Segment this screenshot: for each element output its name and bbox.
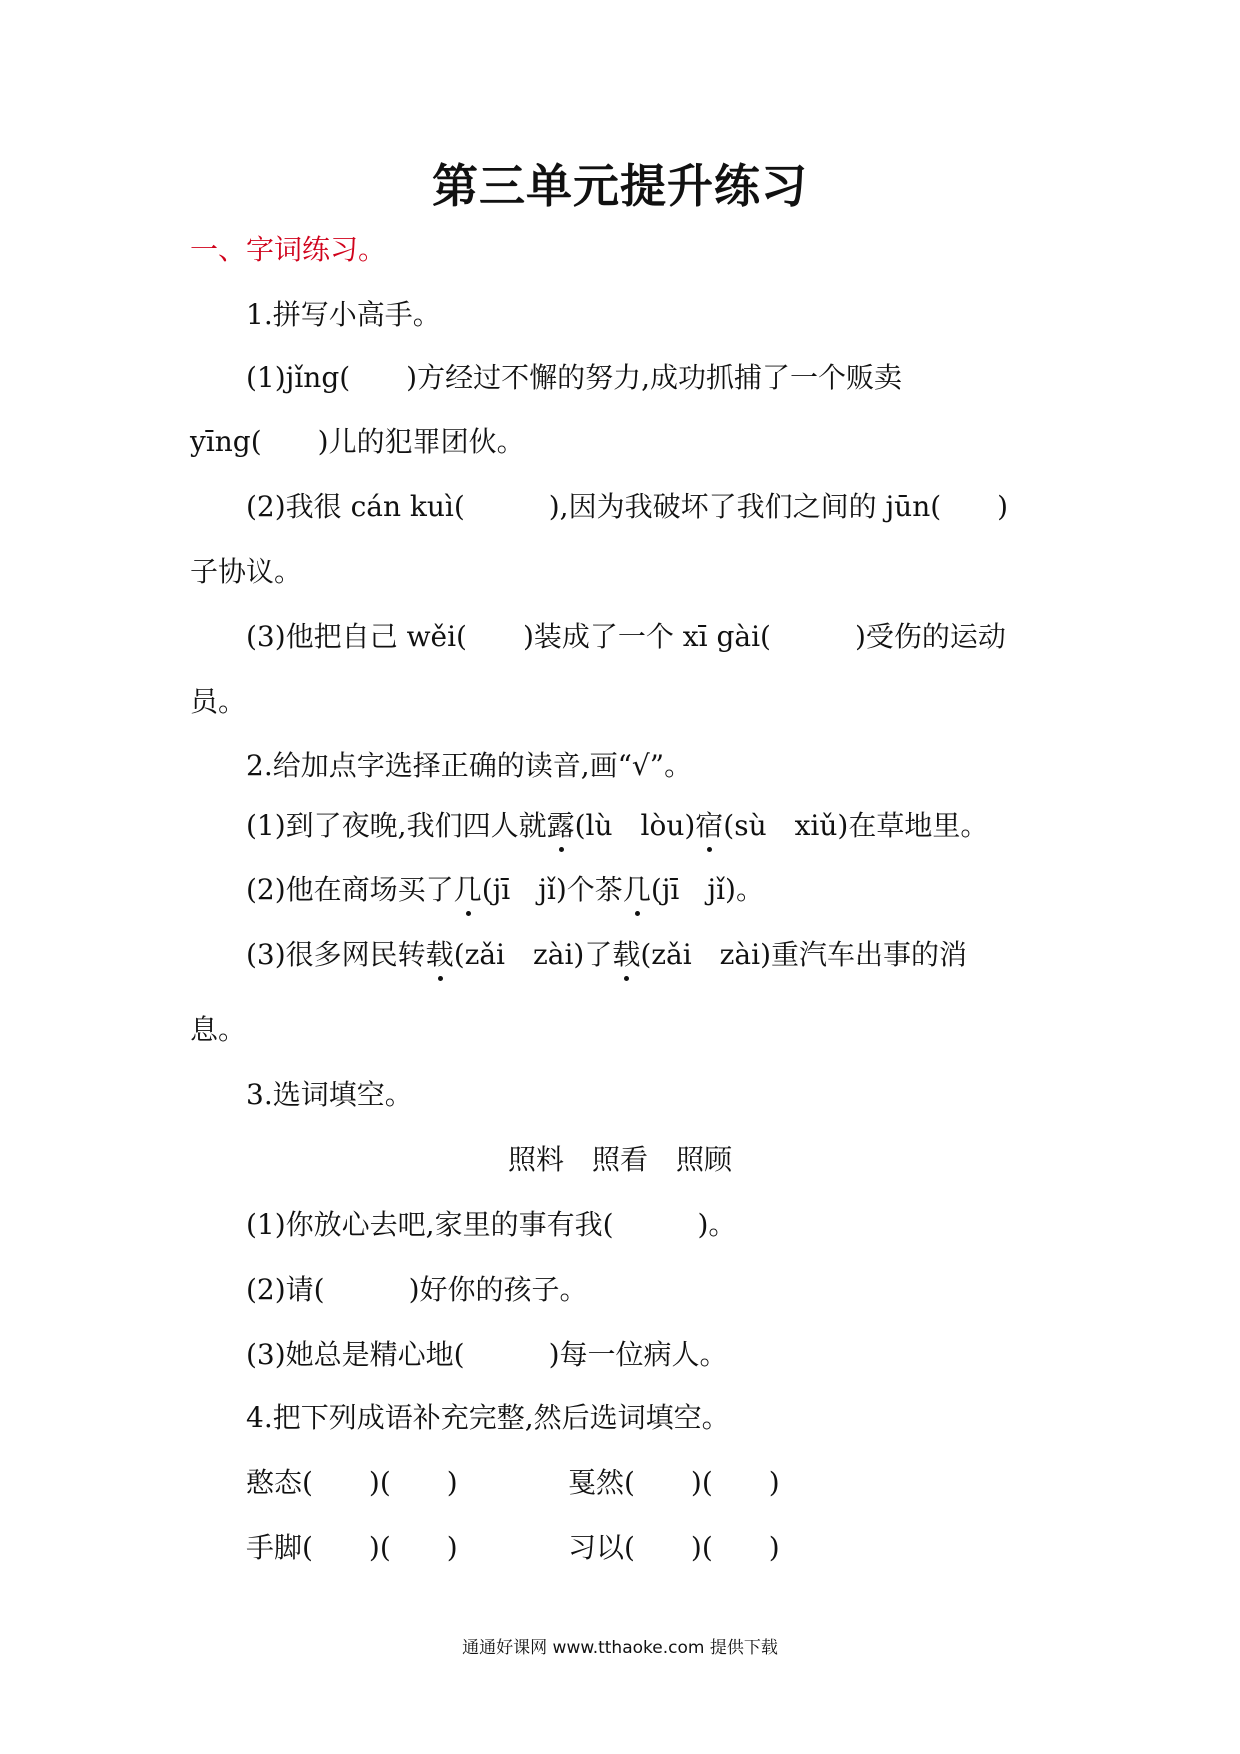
q1-item3-line1: (3)他把自己 wěi( )装成了一个 xī gài( )受伤的运动 <box>246 620 1006 653</box>
q2-item1-dotted-char-1: 露 <box>547 806 575 846</box>
q1-item1-line2: yīng( )儿的犯罪团伙。 <box>190 425 525 458</box>
q2-item3 <box>246 935 967 975</box>
q1-item1-line1: (1)jǐng( )方经过不懈的努力,成功抓捕了一个贩卖 <box>246 361 903 394</box>
q4-idiom-1[interactable]: 憨态( )( ) <box>246 1466 458 1499</box>
q4-idiom-2[interactable]: 戛然( )( ) <box>568 1466 780 1499</box>
q3-item1[interactable]: (1)你放心去吧,家里的事有我( )。 <box>246 1208 737 1241</box>
q2-item1-dotted-char-2: 宿 <box>695 806 723 846</box>
q2-item3-options-2[interactable]: (zǎi zài)重汽车出事的消 <box>640 938 968 971</box>
q4-idiom-3[interactable]: 手脚( )( ) <box>246 1531 458 1564</box>
q2-item1-text-a: (1)到了夜晚,我们四人就 <box>246 809 547 842</box>
q3-item3[interactable]: (3)她总是精心地( )每一位病人。 <box>246 1338 728 1371</box>
q1-item2-line1: (2)我很 cán kuì( ),因为我破坏了我们之间的 jūn( ) <box>246 490 1009 523</box>
page-title: 第三单元提升练习 <box>432 159 808 213</box>
q3-item2[interactable]: (2)请( )好你的孩子。 <box>246 1273 588 1306</box>
q4-heading: 4.把下列成语补充完整,然后选词填空。 <box>246 1401 730 1434</box>
q2-item2-text-a: (2)他在商场买了 <box>246 873 454 906</box>
q2-item2-dotted-char-1: 几 <box>454 870 482 910</box>
q2-item1-options-1[interactable]: (lù lòu) <box>574 809 696 842</box>
q2-item1 <box>246 806 988 846</box>
q4-idiom-4[interactable]: 习以( )( ) <box>568 1531 780 1564</box>
q1-item2-line2: 子协议。 <box>190 555 303 588</box>
q3-heading: 3.选词填空。 <box>246 1078 413 1111</box>
q2-item2-dotted-char-2: 几 <box>623 870 651 910</box>
q2-item3-line2: 息。 <box>190 1013 247 1046</box>
q2-item3-dotted-char-2: 载 <box>612 935 640 975</box>
q1-item3-line2: 员。 <box>190 685 247 718</box>
q2-item3-text-a: (3)很多网民转 <box>246 938 426 971</box>
q3-word-bank: 照料 照看 照顾 <box>507 1143 732 1176</box>
section-heading-vocabulary: 一、字词练习。 <box>190 233 387 266</box>
q2-item2-options-1[interactable]: (jī jǐ)个茶 <box>481 873 623 906</box>
q2-item3-dotted-char-1: 载 <box>426 935 454 975</box>
footer-download-note: 通通好课网 www.tthaoke.com 提供下载 <box>462 1638 778 1658</box>
q2-item2 <box>246 870 764 910</box>
q2-item1-options-2[interactable]: (sù xiǔ)在草地里。 <box>723 809 989 842</box>
q1-heading: 1.拼写小高手。 <box>246 298 441 331</box>
q2-heading: 2.给加点字选择正确的读音,画“√”。 <box>246 749 693 782</box>
q2-item2-options-2[interactable]: (jī jǐ)。 <box>650 873 764 906</box>
q2-item3-options-1[interactable]: (zǎi zài)了 <box>453 938 613 971</box>
